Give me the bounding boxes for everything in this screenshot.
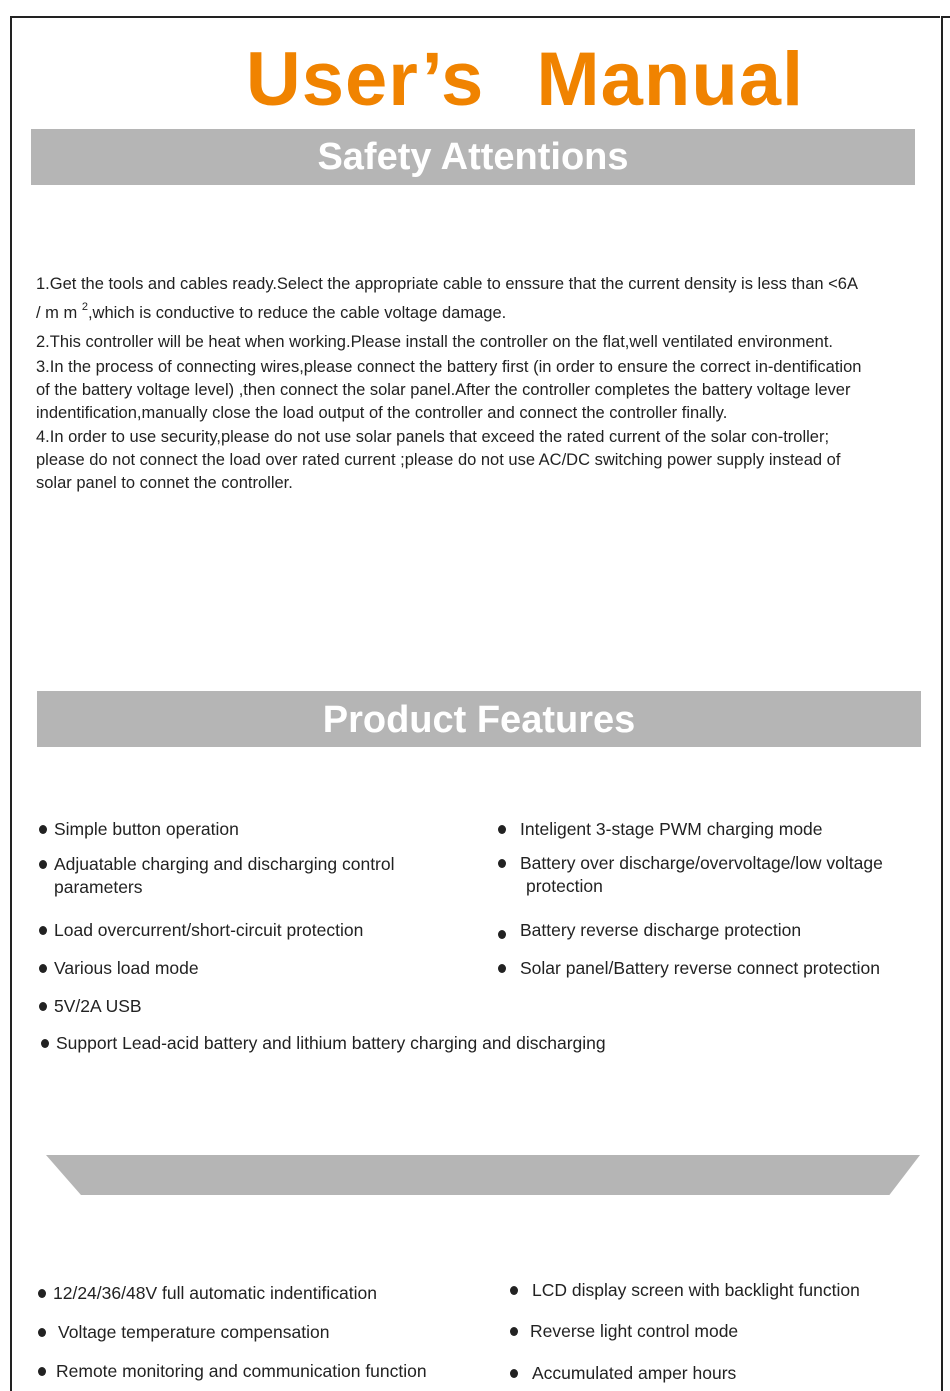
bullet-icon [39,964,47,973]
frame-border-right [941,18,943,1391]
bullet-icon [41,1039,49,1048]
feature-text: Adjuatable charging and discharging control [54,854,395,874]
feature-text: Various load mode [54,958,199,978]
page-title: User’s Manual [245,37,805,122]
bullet-icon [38,1289,46,1298]
frame-border-left [10,16,12,1391]
extra-feature-item [38,1321,329,1344]
safety-heading: Safety Attentions [31,129,915,185]
feature-text: 12/24/36/48V full automatic indentification [53,1283,377,1303]
feature-text-continued: protection [526,876,603,896]
feature-text: Accumulated amper hours [532,1363,737,1383]
feature-text: Solar panel/Battery reverse connect protection [520,958,880,978]
feature-item [39,853,395,899]
safety-item-2: 2.This controller will be heat when working.Please install the controller on the flat,well ventilated environment. [36,332,833,351]
frame-border-top [10,16,940,18]
feature-item [39,919,363,942]
extra-feature-item [510,1362,736,1385]
feature-text: Voltage temperature compensation [58,1322,330,1342]
feature-text: Battery over discharge/overvoltage/low voltage [520,853,883,873]
bullet-icon [498,964,506,973]
feature-text: Remote monitoring and communication function [56,1361,427,1381]
bullet-icon [39,926,47,935]
feature-text: LCD display screen with backlight function [532,1280,860,1300]
bullet-icon [39,1002,47,1011]
feature-item [498,852,883,898]
bullet-icon [510,1327,518,1336]
bullet-icon [498,859,506,868]
extra-feature-item [510,1320,738,1343]
safety-item-1 [36,273,866,326]
feature-text: Reverse light control mode [530,1321,739,1341]
extra-feature-item [38,1360,427,1383]
safety-item-1-text: 1.Get the tools and cables ready.Select the appropriate cable to enssure that the current density is less than <6A / m m [36,275,858,323]
feature-text: Battery reverse discharge protection [520,920,802,940]
feature-text: 5V/2A USB [54,996,142,1016]
extra-feature-item [510,1279,860,1302]
feature-item [39,818,239,841]
feature-text: Simple button operation [54,819,239,839]
feature-item [39,957,199,980]
feature-item [498,919,801,942]
bullet-icon [498,930,506,939]
safety-item-3: 3.In the process of connecting wires,please connect the battery first (in order to ensure the correct in-dentification of the battery voltage level) ,then connect the solar panel.After the controller completes the battery voltage lever indentification,manually close the load output of the controller and connect the controller finally. [36,357,862,423]
safety-list [36,273,866,496]
feature-text: Inteligent 3-stage PWM charging mode [520,819,823,839]
feature-text: Load overcurrent/short-circuit protection [54,920,364,940]
feature-item [498,957,880,980]
superscript: 2 [81,301,88,314]
bullet-icon [38,1367,46,1376]
bullet-icon [39,860,47,869]
section-divider-banner [46,1155,920,1195]
feature-text: Support Lead-acid battery and lithium battery charging and discharging [56,1033,606,1053]
bullet-icon [510,1286,518,1295]
feature-item [498,818,823,841]
safety-item-1-text-end: ,which is conductive to reduce the cable voltage damage. [87,304,507,323]
bullet-icon [510,1369,518,1378]
feature-item [39,995,142,1018]
feature-text-continued: parameters [54,877,143,897]
feature-item [41,1032,606,1055]
extra-feature-item [38,1282,377,1305]
bullet-icon [39,825,47,834]
features-heading: Product Features [37,691,921,747]
bullet-icon [38,1328,46,1337]
safety-item-4: 4.In order to use security,please do not use solar panels that exceed the rated current of the solar con-troller; please do not connect the load over rated current ;please do not use AC/DC switching power supply instead of solar panel to connet the controller. [36,427,841,493]
bullet-icon [498,825,506,834]
